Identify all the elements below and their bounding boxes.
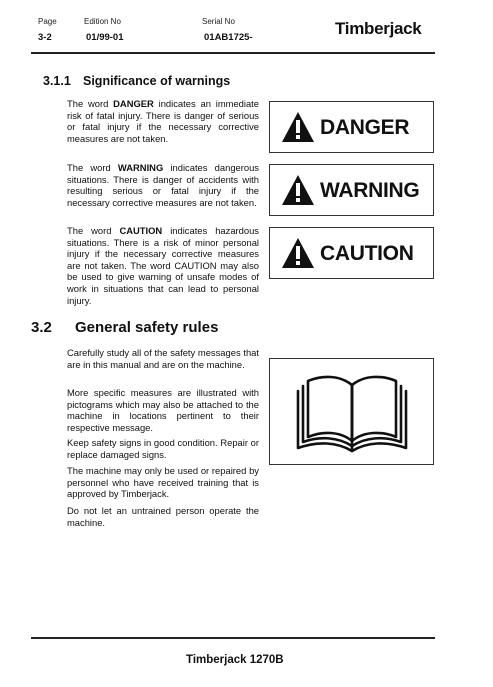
serial-number: 01AB1725- (204, 32, 253, 43)
footer-model: Timberjack 1270B (186, 654, 284, 666)
safety-paragraph: Keep safety signs in good condition. Repair or replace damaged signs. (67, 437, 259, 460)
footer-rule (31, 637, 435, 639)
section-311-heading (43, 74, 230, 88)
warning-paragraph (67, 162, 259, 208)
danger-keyword: DANGER (113, 98, 154, 109)
danger-sign (269, 101, 434, 153)
caution-sign (269, 227, 434, 279)
page-number: 3-2 (38, 32, 52, 43)
header-rule (31, 52, 435, 54)
warning-text-post: indicates dangerous situations. There is danger of accidents with resulting serious or fatal injury if the necessary corrective measures are not taken. (67, 162, 259, 208)
brand-logo: Timberjack (335, 19, 422, 38)
section-32-number: 3.2 (31, 319, 52, 336)
warning-text-pre: The word (67, 162, 118, 173)
section-32-heading (31, 319, 218, 336)
safety-paragraph: Carefully study all of the safety messages that are in this manual and are on the machine. (67, 347, 259, 370)
safety-paragraph: More specific measures are illustrated with pictograms which may also be attached to the machine in locations pertinent to their respective message. (67, 387, 259, 433)
warning-sign (269, 164, 434, 216)
caution-paragraph (67, 225, 259, 306)
warning-triangle-icon (281, 111, 315, 143)
warning-keyword: WARNING (117, 162, 164, 173)
serial-label: Serial No (202, 17, 235, 26)
section-311-title: Significance of warnings (83, 74, 231, 88)
warning-triangle-icon (281, 237, 315, 269)
warning-sign-label: WARNING (320, 179, 420, 202)
edition-number: 01/99-01 (86, 32, 124, 43)
safety-paragraph: Do not let an untrained person operate the machine. (67, 505, 259, 528)
caution-text-pre: The word (67, 225, 120, 236)
section-311-number: 3.1.1 (43, 74, 71, 88)
safety-paragraph: The machine may only be used or repaired by personnel who have received training that is approved by Timberjack. (67, 465, 259, 500)
danger-sign-label: DANGER (320, 116, 410, 139)
danger-paragraph (67, 98, 259, 144)
manual-book-icon (270, 359, 433, 464)
caution-sign-label: CAUTION (320, 242, 414, 265)
edition-label: Edition No (84, 17, 121, 26)
caution-keyword: CAUTION (119, 225, 163, 236)
caution-text-post: indicates hazardous situations. There is a risk of minor personal injury if the necessary corrective measures are not taken. The word CAUTION may also be used to give warning of unsafe modes of work in situations that can lead to personal injury. (67, 225, 259, 306)
manual-pictogram (269, 358, 434, 465)
danger-text-pre: The word (67, 98, 114, 109)
section-32-title: General safety rules (75, 319, 219, 336)
page-label: Page (38, 17, 57, 26)
warning-triangle-icon (281, 174, 315, 206)
danger-text-post: indicates an immediate risk of fatal injury. There is danger of serious or fatal injury if the necessary corrective measures are not taken. (67, 98, 259, 144)
